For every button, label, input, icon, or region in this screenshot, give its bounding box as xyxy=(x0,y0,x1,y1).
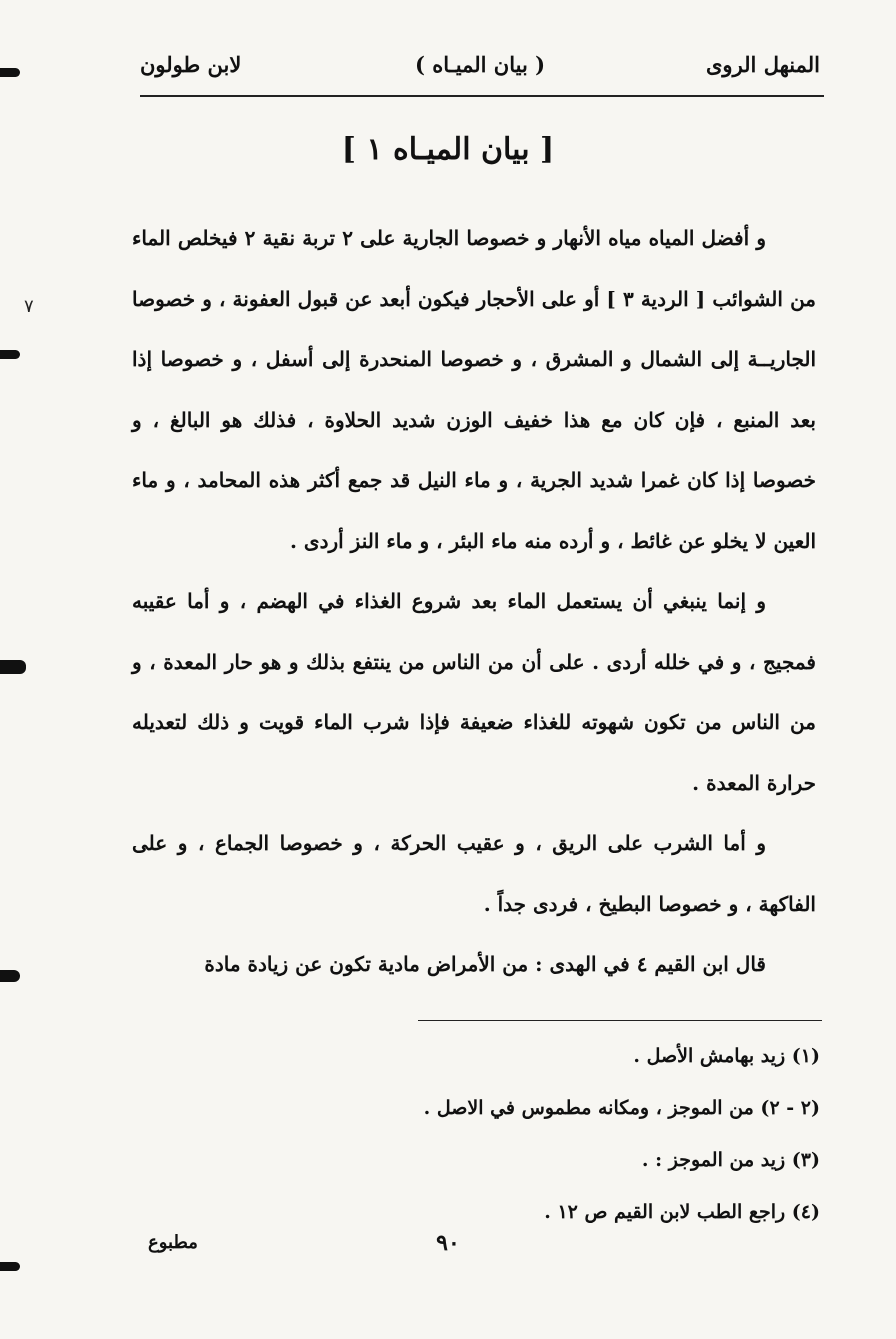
margin-note: ٧ xyxy=(24,296,34,317)
header-section-title: ( بيان الميـاه ) xyxy=(414,52,546,77)
margin-blot xyxy=(0,1262,20,1271)
running-header xyxy=(140,52,820,92)
margin-blot xyxy=(0,660,26,674)
paragraph: و إنما ينبغي أن يستعمل الماء بعد شروع الغذاء في الهضم ، و أما عقيبه فمجيج ، و في خلله أردى . على أن من الناس من ينتفع بذلك و هو حار المعدة ، و من الناس من تكون شهوته للغذاء ضعيفة فإذا شرب الماء قويت و ذلك لتعديله حرارة المعدة . xyxy=(132,589,816,795)
footnote: (٣) زيد من الموجز : . xyxy=(641,1149,820,1171)
margin-blot xyxy=(0,68,20,77)
printer-mark: مطبوع xyxy=(148,1232,198,1253)
footnote-rule xyxy=(418,1020,822,1021)
footnotes xyxy=(140,1030,820,1238)
paragraph: و أفضل المياه مياه الأنهار و خصوصا الجارية على ٢ تربة نقية ٢ فيخلص الماء من الشوائب [ الردية ٣ ] أو على الأحجار فيكون أبعد عن قبول العفونة ، و خصوصا الجاريــة إلى الشمال و المشرق ، و خصوصا المنحدرة إلى أسفل ، و خصوصا إذا بعد المنبع ، فإن كان مع هذا خفيف الوزن شديد الحلاوة ، فذلك هو البالغ ، و خصوصا إذا كان غمرا شديد الجرية ، و ماء النيل قد جمع أكثر هذه المحامد ، و ماء العين لا يخلو عن غائط ، و أرده منه ماء البئر ، و ماء النز أردى . xyxy=(132,226,817,553)
margin-blot xyxy=(0,970,20,982)
footnote: (٢ - ٢) من الموجز ، ومكانه مطموس في الاصل . xyxy=(423,1097,820,1119)
header-author: لابن طولون xyxy=(140,52,242,77)
section-title: [ بيان الميـاه ١ ] xyxy=(341,132,555,167)
header-rule xyxy=(140,95,824,97)
body-text xyxy=(132,208,816,995)
footnote: (١) زيد بهامش الأصل . xyxy=(633,1045,820,1067)
page-number: ٩٠ xyxy=(436,1230,460,1256)
paragraph: و أما الشرب على الريق ، و عقيب الحركة ، و خصوصا الجماع ، و على الفاكهة ، و خصوصا البطيخ ، فردى جداً . xyxy=(132,831,816,916)
paragraph: قال ابن القيم ٤ في الهدى : من الأمراض مادية تكون عن زيادة مادة xyxy=(204,952,766,976)
header-book-title: المنهل الروى xyxy=(705,52,820,77)
footnote: (٤) راجع الطب لابن القيم ص ١٢ . xyxy=(544,1201,820,1223)
margin-blot xyxy=(0,350,20,359)
